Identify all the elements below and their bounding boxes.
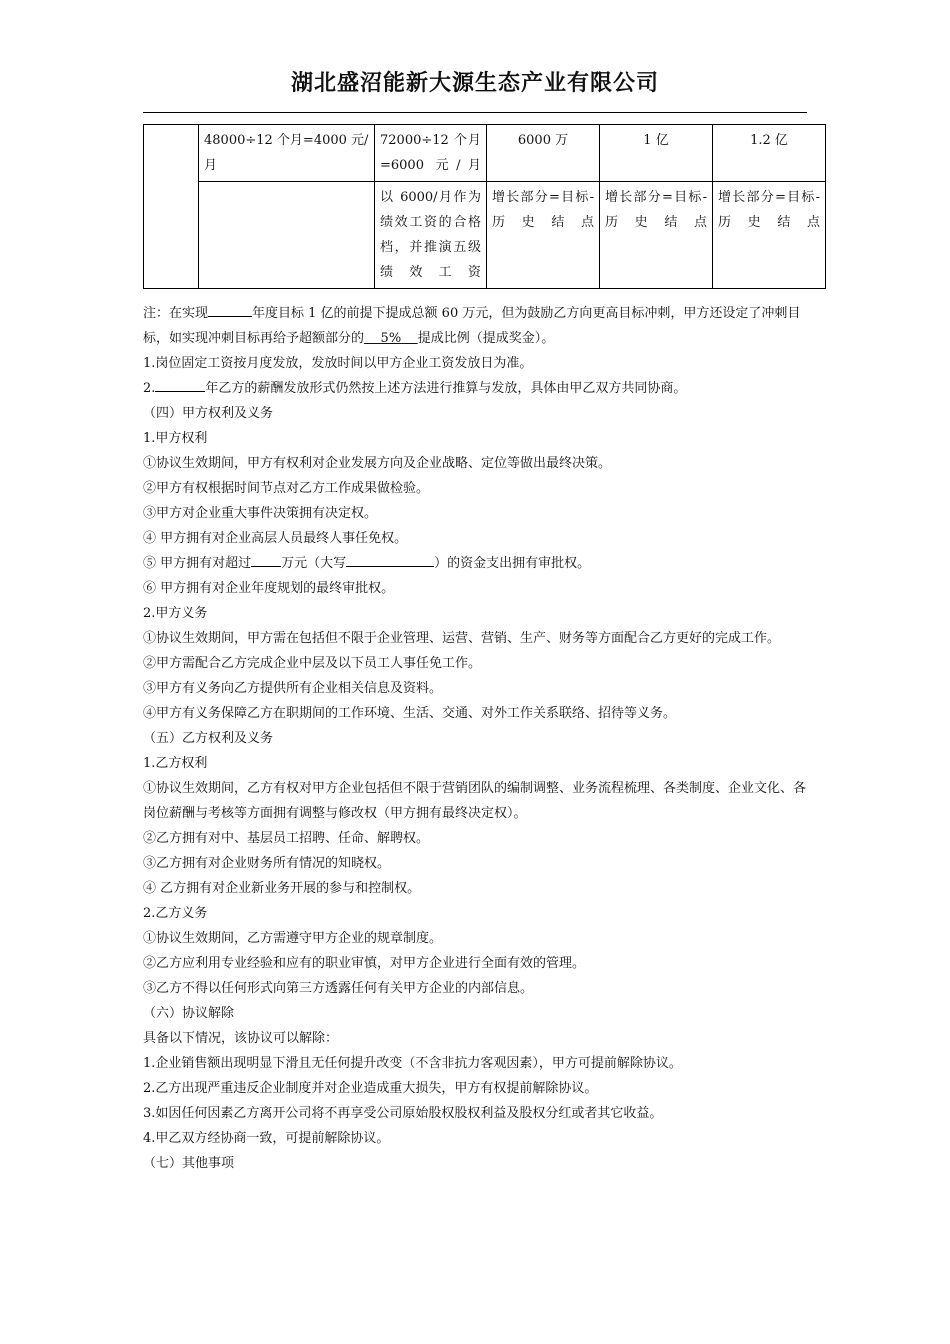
subsection-title: 1.甲方权利 bbox=[143, 431, 208, 446]
list-item: 1.企业销售额出现明显下滑且无任何提升改变（不含非抗力客观因素），甲方可提前解除协议。 bbox=[143, 1056, 682, 1071]
table-cell: 增长部分=目标-历史结点 bbox=[600, 182, 713, 289]
list-item: ③乙方不得以任何形式向第三方透露任何有关甲方企业的内部信息。 bbox=[143, 981, 534, 996]
year-blank bbox=[155, 379, 205, 392]
list-item: ②甲方有权根据时间节点对乙方工作成果做检验。 bbox=[143, 481, 430, 496]
list-item: ②乙方拥有对中、基层员工招聘、任命、解聘权。 bbox=[143, 831, 430, 846]
table-cell: 48000÷12 个月=4000 元/月 bbox=[199, 125, 375, 182]
table-row bbox=[144, 125, 826, 182]
compensation-table bbox=[143, 124, 826, 289]
list-item: ①协议生效期间，乙方需遵守甲方企业的规章制度。 bbox=[143, 931, 443, 946]
table-cell-empty bbox=[144, 125, 199, 289]
company-header: 湖北盛沼能新大源生态产业有限公司 bbox=[290, 71, 659, 96]
subsection-title: 1.乙方权利 bbox=[143, 756, 208, 771]
section-title: （四）甲方权利及义务 bbox=[143, 406, 274, 421]
section-title: （七）其他事项 bbox=[143, 1156, 235, 1171]
table-row bbox=[144, 182, 826, 289]
list-item: ③乙方拥有对企业财务所有情况的知晓权。 bbox=[143, 856, 391, 871]
list-item: ③甲方有义务向乙方提供所有企业相关信息及资料。 bbox=[143, 681, 443, 696]
note-paragraph bbox=[143, 301, 813, 351]
table-cell: 1.2 亿 bbox=[713, 125, 826, 182]
note-suffix: 提成比例（提成奖金）。 bbox=[417, 331, 555, 346]
list-item: 4.甲乙双方经协商一致，可提前解除协议。 bbox=[143, 1131, 390, 1146]
list-item: ⑤ 甲方拥有对超过 万元（大写 ）的资金支出拥有审批权。 bbox=[143, 556, 591, 571]
amount-words-blank bbox=[346, 554, 434, 567]
table-cell-empty bbox=[199, 182, 375, 289]
subsection-title: 2.乙方义务 bbox=[143, 906, 208, 921]
subsection-title: 2.甲方义务 bbox=[143, 606, 208, 621]
list-item: ①协议生效期间，乙方有权对甲方企业包括但不限于营销团队的编制调整、业务流程梳理、各类制度、企业文化、各岗位薪酬与考核等方面拥有调整与修改权（甲方拥有最终决定权）。 bbox=[143, 781, 807, 821]
table-cell: 增长部分=目标-历史结点 bbox=[487, 182, 600, 289]
table-cell: 以 6000/月作为绩效工资的合格档，并推演五级绩效工资 bbox=[375, 182, 487, 289]
document-body bbox=[143, 301, 813, 1176]
year-blank bbox=[208, 304, 252, 317]
list-item: ①协议生效期间，甲方有权利对企业发展方向及企业战略、定位等做出最终决策。 bbox=[143, 456, 612, 471]
list-item: 2. 年乙方的薪酬发放形式仍然按上述方法进行推算与发放，具体由甲乙双方共同协商。 bbox=[143, 381, 687, 396]
section-title: （五）乙方权利及义务 bbox=[143, 731, 274, 746]
paragraph: 具备以下情况，该协议可以解除： bbox=[143, 1031, 339, 1046]
table-cell: 6000 万 bbox=[487, 125, 600, 182]
header-divider bbox=[143, 112, 807, 113]
table-cell: 1 亿 bbox=[600, 125, 713, 182]
amount-blank bbox=[251, 554, 281, 567]
note-prefix: 注：在实现 bbox=[143, 306, 209, 321]
list-item: ①协议生效期间，甲方需在包括但不限于企业管理、运营、营销、生产、财务等方面配合乙方更好的完成工作。 bbox=[143, 631, 781, 646]
list-item: ③甲方对企业重大事件决策拥有决定权。 bbox=[143, 506, 378, 521]
list-item: 1.岗位固定工资按月度发放，发放时间以甲方企业工资发放日为准。 bbox=[143, 356, 533, 371]
list-item: ⑥ 甲方拥有对企业年度规划的最终审批权。 bbox=[143, 581, 395, 596]
percentage-value: 5% bbox=[380, 331, 402, 346]
list-item: ④甲方有义务保障乙方在职期间的工作环境、生活、交通、对外工作关系联络、招待等义务。 bbox=[143, 706, 677, 721]
table-cell: 72000÷12 个月=6000 元/月 bbox=[375, 125, 487, 182]
list-item: 3.如因任何因素乙方离开公司将不再享受公司原始股权股权利益及股权分红或者其它收益。 bbox=[143, 1106, 663, 1121]
list-item: ④ 乙方拥有对企业新业务开展的参与和控制权。 bbox=[143, 881, 421, 896]
section-title: （六）协议解除 bbox=[143, 1006, 235, 1021]
note-text: 年度目标 1 亿的前提下提成总额 60 万元，但为鼓励乙方向更高目标冲刺，甲方还设定了冲刺目标，如实现冲刺目标再给予超额部分的 bbox=[143, 306, 801, 346]
list-item: ④ 甲方拥有对企业高层人员最终人事任免权。 bbox=[143, 531, 408, 546]
list-item: ②乙方应利用专业经验和应有的职业审慎，对甲方企业进行全面有效的管理。 bbox=[143, 956, 586, 971]
list-item: 2.乙方出现严重违反企业制度并对企业造成重大损失，甲方有权提前解除协议。 bbox=[143, 1081, 598, 1096]
list-item: ②甲方需配合乙方完成企业中层及以下员工人事任免工作。 bbox=[143, 656, 482, 671]
table-cell: 增长部分=目标-历史结点 bbox=[713, 182, 826, 289]
